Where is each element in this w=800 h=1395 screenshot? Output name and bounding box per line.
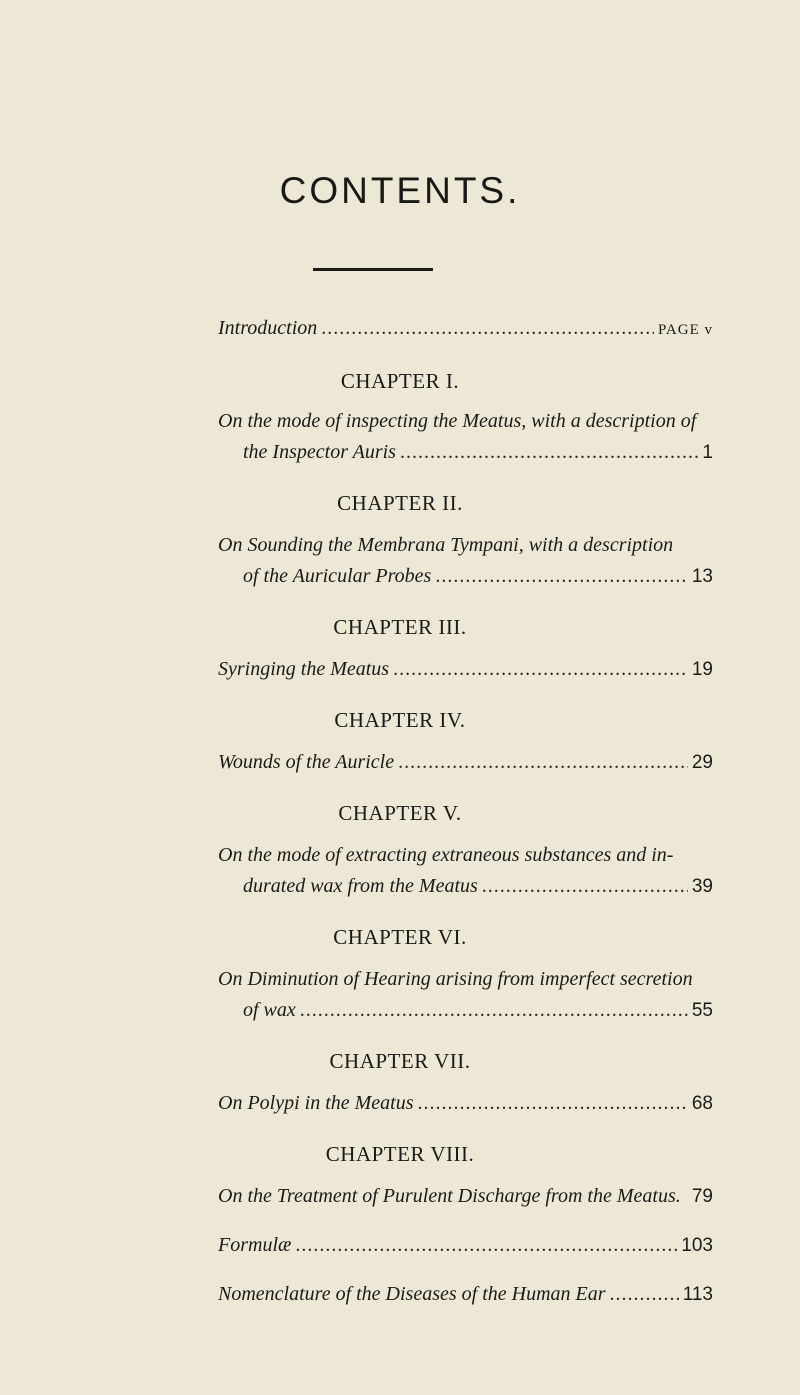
leader-dots <box>418 1091 688 1115</box>
chapter-heading-8: CHAPTER VIII. <box>325 1142 475 1166</box>
leader-dots <box>300 998 688 1022</box>
toc-entry-chapter-8[interactable] <box>218 1184 713 1209</box>
toc-entry-title-line[interactable]: On the mode of inspecting the Meatus, with a description of <box>218 410 697 432</box>
toc-entry-title: Nomenclature of the Diseases of the Human Ear <box>218 1283 606 1305</box>
leader-dots <box>398 750 688 774</box>
toc-entry-title: of wax <box>243 999 296 1021</box>
toc-entry-chapter-1[interactable] <box>243 440 713 465</box>
toc-entry-title: On the Treatment of Purulent Discharge from the Meatus. <box>218 1185 681 1207</box>
leader-dots <box>610 1282 679 1306</box>
toc-page-number: 19 <box>691 659 713 680</box>
chapter-heading-6: CHAPTER VI. <box>333 925 467 949</box>
leader-dots <box>400 440 698 464</box>
chapter-heading-7: CHAPTER VII. <box>329 1049 471 1073</box>
toc-entry-title-line[interactable]: On the mode of extracting extraneous substances and in- <box>218 844 674 866</box>
toc-entry-chapter-7[interactable] <box>218 1091 713 1116</box>
toc-page-number: 68 <box>691 1093 713 1114</box>
chapter-heading-1: CHAPTER I. <box>340 369 460 393</box>
chapter-heading-3: CHAPTER III. <box>333 615 467 639</box>
toc-entry-chapter-2[interactable] <box>243 564 713 589</box>
toc-page-number: 1 <box>702 442 713 463</box>
toc-entry-formulae[interactable] <box>218 1233 713 1258</box>
toc-page-number: 103 <box>681 1235 713 1256</box>
leader-dots <box>295 1233 677 1257</box>
leader-dots <box>393 657 688 681</box>
toc-entry-title: Introduction <box>218 317 318 339</box>
toc-page-number: 13 <box>691 566 713 587</box>
toc-page-label: PAGE v <box>657 322 713 338</box>
toc-entry-title: the Inspector Auris <box>243 441 396 463</box>
toc-entry-introduction[interactable] <box>218 316 713 342</box>
toc-entry-title: durated wax from the Meatus <box>243 875 478 897</box>
toc-entry-chapter-5[interactable] <box>243 874 713 899</box>
toc-page-number: 79 <box>691 1186 713 1207</box>
chapter-heading-5: CHAPTER V. <box>338 801 462 825</box>
toc-entry-chapter-6[interactable] <box>243 998 713 1023</box>
toc-entry-nomenclature[interactable] <box>218 1282 713 1307</box>
toc-page-number: 39 <box>691 876 713 897</box>
toc-entry-chapter-4[interactable] <box>218 750 713 775</box>
leader-dots <box>321 316 654 340</box>
title-rule <box>313 268 433 271</box>
page-title: CONTENTS. <box>279 170 521 211</box>
toc-entry-title-line[interactable]: On Sounding the Membrana Tympani, with a description <box>218 534 674 556</box>
toc-entry-title-line[interactable]: On Diminution of Hearing arising from imperfect secretion <box>218 968 693 990</box>
chapter-heading-4: CHAPTER IV. <box>334 708 466 732</box>
toc-entry-title: Wounds of the Auricle <box>218 751 395 773</box>
toc-page-number: 29 <box>691 752 713 773</box>
chapter-heading-2: CHAPTER II. <box>337 491 463 515</box>
leader-dots <box>482 874 688 898</box>
leader-dots <box>435 564 688 588</box>
toc-page-number: 113 <box>682 1284 713 1305</box>
toc-entry-title: On Polypi in the Meatus <box>218 1092 414 1114</box>
toc-entry-title: of the Auricular Probes <box>243 565 432 587</box>
toc-entry-title: Formulæ <box>218 1234 292 1256</box>
toc-entry-chapter-3[interactable] <box>218 657 713 682</box>
toc-entry-title: Syringing the Meatus <box>218 658 390 680</box>
toc-page-number: 55 <box>691 1000 713 1021</box>
